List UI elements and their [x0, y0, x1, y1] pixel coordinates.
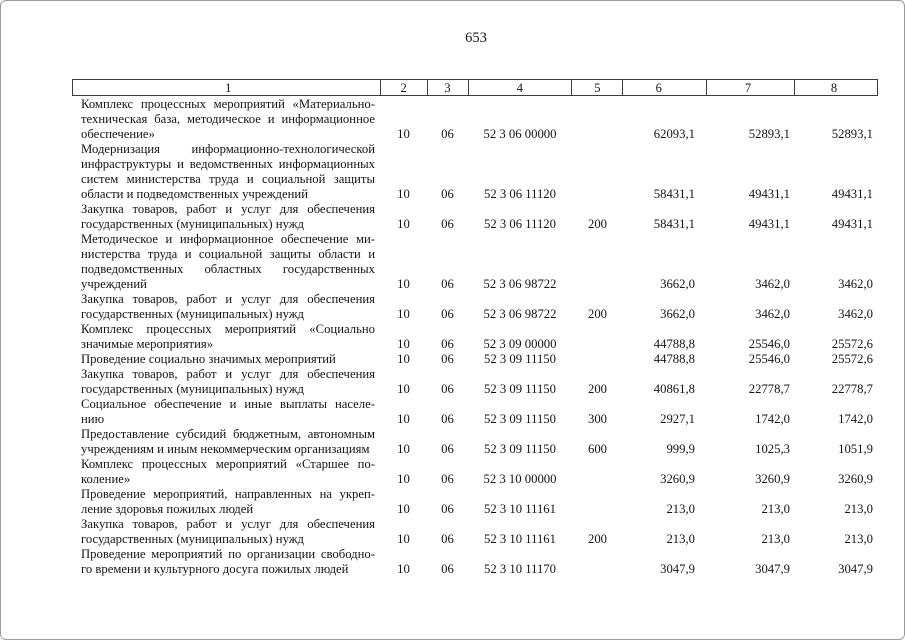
- name-line: Комплекс процессных мероприятий «Социально: [81, 322, 375, 336]
- cell-col2: 10: [397, 562, 410, 576]
- cell-col3: 06: [441, 217, 454, 231]
- cell-col3: 06: [441, 307, 454, 321]
- cell-col4: 52 3 06 11120: [483, 187, 556, 201]
- column-number-header: 7: [707, 80, 795, 95]
- name-line: государственных (муниципальных) нужд: [81, 307, 304, 321]
- name-line: Проведение мероприятий по организации свободно-: [81, 547, 375, 561]
- column-number-header: 4: [469, 80, 573, 95]
- cell-col6: 213,0: [666, 532, 695, 546]
- name-line: Комплекс процессных мероприятий «Старшее по-: [81, 457, 375, 471]
- table-row: [72, 427, 878, 457]
- cell-name: [72, 397, 380, 427]
- cell-col2: 10: [397, 382, 410, 396]
- cell-name: [72, 427, 380, 457]
- cell-col6: 213,0: [666, 502, 695, 516]
- cell-col8: 3047,9: [838, 562, 873, 576]
- table-row: [72, 352, 878, 367]
- cell-name: [72, 352, 380, 367]
- name-line: коление»: [81, 472, 131, 486]
- cell-col4: 52 3 10 00000: [483, 472, 557, 486]
- column-number-header: 1: [73, 80, 381, 95]
- cell-col6: 62093,1: [653, 127, 695, 141]
- cell-col4: 52 3 09 11150: [483, 382, 556, 396]
- cell-col6: 3047,9: [660, 562, 695, 576]
- table-row: [72, 142, 878, 202]
- table-row: [72, 202, 878, 232]
- name-line: государственных (муниципальных) нужд: [81, 217, 304, 231]
- name-line: го времени и культурного досуга пожилых людей: [81, 562, 349, 576]
- cell-col6: 3662,0: [660, 307, 695, 321]
- cell-col6: 40861,8: [653, 382, 695, 396]
- cell-col6: 3662,0: [660, 277, 695, 291]
- cell-col7: 25546,0: [748, 352, 790, 366]
- cell-col7: 213,0: [761, 502, 790, 516]
- cell-col4: 52 3 09 00000: [483, 337, 557, 351]
- cell-col5: 200: [587, 217, 608, 231]
- name-line: Проведение мероприятий, направленных на укреп-: [81, 487, 375, 501]
- cell-col8: 1742,0: [838, 412, 873, 426]
- cell-col5: 200: [587, 382, 608, 396]
- cell-col4: 52 3 06 00000: [483, 127, 557, 141]
- cell-col7: 1742,0: [755, 412, 790, 426]
- cell-col8: 1051,9: [838, 442, 873, 456]
- table-row: [72, 232, 878, 292]
- name-line: Закупка товаров, работ и услуг для обеспечения: [81, 517, 375, 531]
- cell-col4: 52 3 10 11170: [483, 562, 556, 576]
- cell-col8: 213,0: [844, 532, 873, 546]
- cell-col5: 200: [587, 307, 608, 321]
- cell-col6: 58431,1: [653, 217, 695, 231]
- name-line: Закупка товаров, работ и услуг для обеспечения: [81, 202, 375, 216]
- cell-col2: 10: [397, 277, 410, 291]
- cell-col7: 3260,9: [755, 472, 790, 486]
- cell-col6: 44788,8: [653, 337, 695, 351]
- cell-col7: 22778,7: [748, 382, 790, 396]
- cell-col7: 3462,0: [755, 277, 790, 291]
- name-line: Методическое и информационное обеспечение ми-: [81, 232, 375, 246]
- name-line: ление здоровья пожилых людей: [81, 502, 254, 516]
- name-line: систем министерства труда и социальной защиты: [81, 172, 375, 186]
- cell-col4: 52 3 09 11150: [483, 412, 556, 426]
- table-header-row: [72, 79, 878, 96]
- cell-col4: 52 3 06 11120: [483, 217, 556, 231]
- cell-col8: 49431,1: [831, 187, 873, 201]
- cell-col7: 49431,1: [748, 187, 790, 201]
- table-row: [72, 517, 878, 547]
- cell-name: [72, 367, 380, 397]
- name-line: учреждениям и иным некоммерческим организациям: [81, 442, 370, 456]
- cell-name: [72, 457, 380, 487]
- cell-col6: 2927,1: [660, 412, 695, 426]
- cell-name: [72, 322, 380, 352]
- cell-col2: 10: [397, 502, 410, 516]
- cell-col7: 49431,1: [748, 217, 790, 231]
- cell-name: [72, 517, 380, 547]
- table-row: [72, 367, 878, 397]
- table-row: [72, 97, 878, 142]
- cell-col8: 3462,0: [838, 277, 873, 291]
- cell-name: [72, 232, 380, 292]
- cell-name: [72, 142, 380, 202]
- cell-col3: 06: [441, 352, 454, 366]
- cell-col5: 600: [587, 442, 608, 456]
- cell-col8: 3260,9: [838, 472, 873, 486]
- column-number-header: 5: [572, 80, 623, 95]
- table-row: [72, 487, 878, 517]
- table-body: [72, 97, 878, 577]
- name-line: Проведение социально значимых мероприятий: [81, 352, 336, 366]
- name-line: учреждений: [81, 277, 147, 291]
- cell-col7: 1025,3: [755, 442, 790, 456]
- cell-col3: 06: [441, 532, 454, 546]
- cell-col3: 06: [441, 472, 454, 486]
- name-line: техническая база, методическое и информационное: [81, 112, 375, 126]
- cell-name: [72, 547, 380, 577]
- cell-col3: 06: [441, 127, 454, 141]
- cell-col7: 25546,0: [748, 337, 790, 351]
- cell-col3: 06: [441, 502, 454, 516]
- cell-col4: 52 3 06 98722: [483, 307, 557, 321]
- cell-col3: 06: [441, 277, 454, 291]
- column-number-header: 2: [381, 80, 428, 95]
- name-line: области и подведомственных учреждений: [81, 187, 308, 201]
- name-line: нию: [81, 412, 105, 426]
- page-number: 653: [465, 30, 487, 46]
- cell-name: [72, 202, 380, 232]
- cell-name: [72, 292, 380, 322]
- cell-col3: 06: [441, 382, 454, 396]
- cell-col8: 3462,0: [838, 307, 873, 321]
- cell-col6: 999,9: [666, 442, 695, 456]
- cell-col6: 58431,1: [653, 187, 695, 201]
- name-line: Социальное обеспечение и иные выплаты населе-: [81, 397, 375, 411]
- cell-col5: 200: [587, 532, 608, 546]
- cell-col2: 10: [397, 412, 410, 426]
- column-number-header: 8: [830, 80, 838, 95]
- cell-col3: 06: [441, 412, 454, 426]
- cell-col4: 52 3 09 11150: [483, 352, 556, 366]
- cell-name: [72, 97, 380, 142]
- cell-col8: 52893,1: [831, 127, 873, 141]
- cell-col2: 10: [397, 442, 410, 456]
- cell-col2: 10: [397, 127, 410, 141]
- cell-col3: 06: [441, 187, 454, 201]
- table-row: [72, 547, 878, 577]
- cell-col2: 10: [397, 217, 410, 231]
- table-row: [72, 292, 878, 322]
- name-line: государственных (муниципальных) нужд: [81, 382, 304, 396]
- cell-col7: 52893,1: [748, 127, 790, 141]
- cell-col3: 06: [441, 562, 454, 576]
- column-number-header: 3: [428, 80, 469, 95]
- table-row: [72, 397, 878, 427]
- cell-col8: 22778,7: [831, 382, 873, 396]
- cell-col8: 25572,6: [831, 337, 873, 351]
- cell-col7: 213,0: [761, 532, 790, 546]
- name-line: Закупка товаров, работ и услуг для обеспечения: [81, 367, 375, 381]
- name-line: нистерства труда и социальной защиты области и: [81, 247, 375, 261]
- cell-col3: 06: [441, 442, 454, 456]
- cell-col7: 3047,9: [755, 562, 790, 576]
- name-line: Модернизация информационно-технологической: [81, 142, 375, 156]
- cell-col4: 52 3 10 11161: [483, 502, 556, 516]
- cell-col5: 300: [587, 412, 608, 426]
- cell-col2: 10: [397, 187, 410, 201]
- cell-col6: 3260,9: [660, 472, 695, 486]
- cell-col2: 10: [397, 532, 410, 546]
- cell-col2: 10: [397, 472, 410, 486]
- cell-col4: 52 3 06 98722: [483, 277, 557, 291]
- cell-col6: 44788,8: [653, 352, 695, 366]
- table-row: [72, 322, 878, 352]
- cell-col7: 3462,0: [755, 307, 790, 321]
- name-line: Закупка товаров, работ и услуг для обеспечения: [81, 292, 375, 306]
- cell-col2: 10: [397, 337, 410, 351]
- name-line: подведомственных областных государственных: [81, 262, 375, 276]
- table-row: [72, 457, 878, 487]
- name-line: обеспечение»: [81, 127, 155, 141]
- cell-col3: 06: [441, 337, 454, 351]
- cell-name: [72, 487, 380, 517]
- name-line: инфраструктуры и ведомственных информационных: [81, 157, 375, 171]
- cell-col2: 10: [397, 352, 410, 366]
- cell-col8: 49431,1: [831, 217, 873, 231]
- cell-col4: 52 3 09 11150: [483, 442, 556, 456]
- name-line: Комплекс процессных мероприятий «Материально-: [81, 97, 375, 111]
- name-line: значимые мероприятия»: [81, 337, 214, 351]
- name-line: государственных (муниципальных) нужд: [81, 532, 304, 546]
- cell-col8: 213,0: [844, 502, 873, 516]
- column-number-header: 6: [623, 80, 707, 95]
- budget-table: [72, 79, 878, 577]
- cell-col8: 25572,6: [831, 352, 873, 366]
- name-line: Предоставление субсидий бюджетным, автономным: [81, 427, 375, 441]
- cell-col2: 10: [397, 307, 410, 321]
- cell-col4: 52 3 10 11161: [483, 532, 556, 546]
